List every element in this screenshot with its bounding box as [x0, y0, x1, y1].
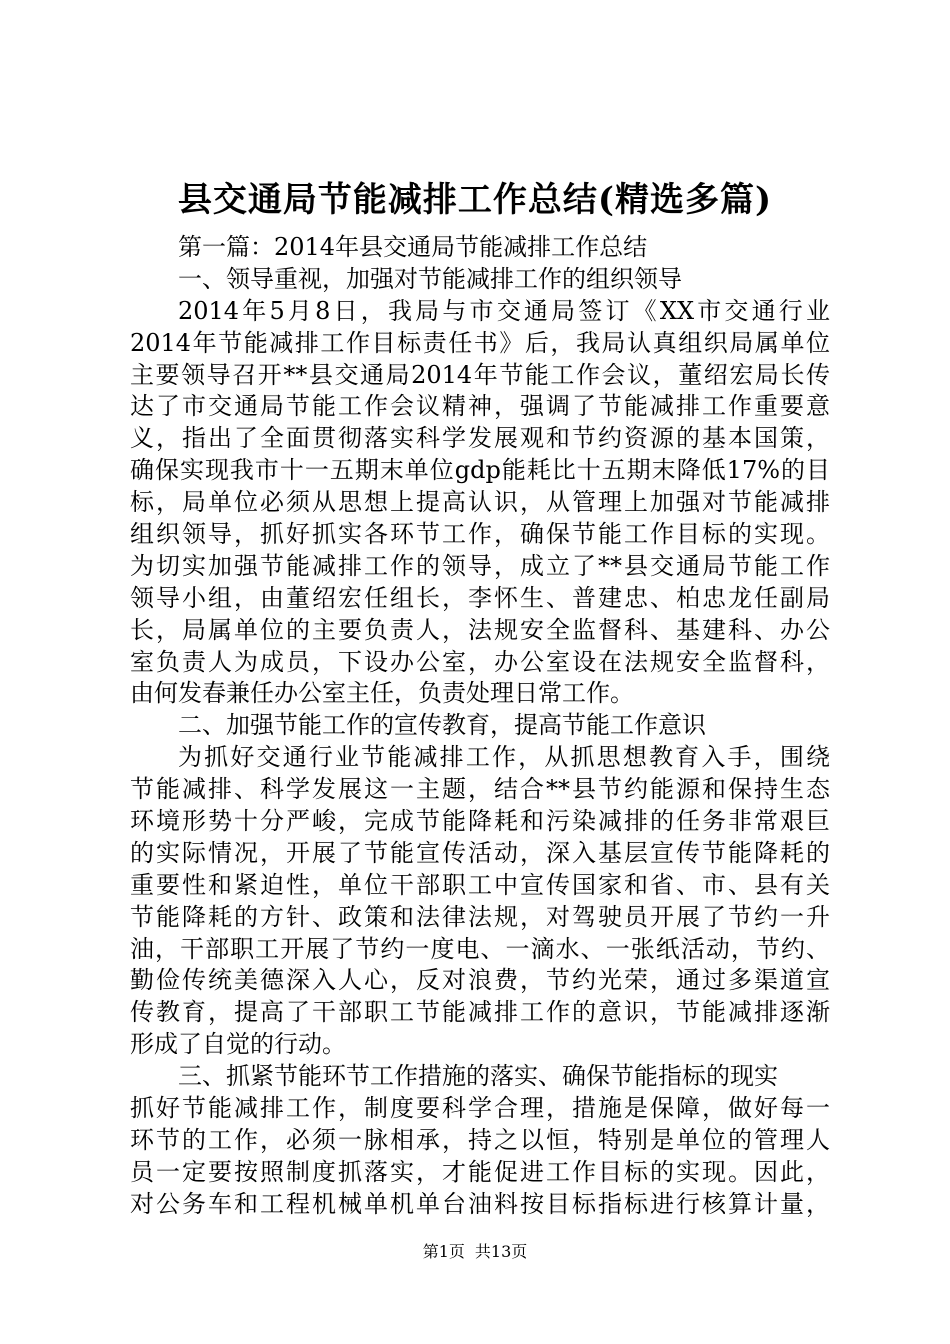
text-line: 领导小组，由董绍宏任组长，李怀生、普建忠、柏忠龙任副局	[130, 583, 830, 612]
text-line: 室负责人为成员，下设办公室，办公室设在法规安全监督科，	[130, 647, 830, 676]
text-line: 长，局属单位的主要负责人，法规安全监督科、基建科、办公	[130, 615, 830, 644]
text-line: 环节的工作，必须一脉相承，持之以恒，特别是单位的管理人	[130, 1125, 830, 1154]
page-number: 第1页	[422, 1242, 465, 1261]
text-line: 形成了自觉的行动。	[130, 1030, 346, 1059]
text-line: 员一定要按照制度抓落实，才能促进工作目标的实现。因此，	[130, 1157, 830, 1186]
text-line: 抓好节能减排工作，制度要科学合理，措施是保障，做好每一	[130, 1094, 830, 1123]
page-total: 共13页	[474, 1242, 528, 1261]
text-line: 组织领导，抓好抓实各环节工作，确保节能工作目标的实现。	[130, 520, 830, 549]
text-line: 的实际情况，开展了节能宣传活动，深入基层宣传节能降耗的	[130, 838, 830, 867]
text-line: 为切实加强节能减排工作的领导，成立了**县交通局节能工作	[130, 551, 830, 580]
text-line: 确保实现我市十一五期末单位gdp能耗比十五期末降低17%的目	[130, 456, 830, 485]
text-line: 环境形势十分严峻，完成节能降耗和污染减排的任务非常艰巨	[130, 807, 830, 836]
text-line: 2014年5月8日，我局与市交通局签订《XX市交通行业	[178, 296, 830, 325]
page-footer	[0, 1241, 950, 1263]
text-line: 节能降耗的方针、政策和法律法规，对驾驶员开展了节约一升	[130, 902, 830, 931]
text-line: 重要性和紧迫性，单位干部职工中宣传国家和省、市、县有关	[130, 870, 830, 899]
section-heading: 第一篇：2014年县交通局节能减排工作总结	[178, 233, 648, 261]
section-heading: 三、抓紧节能环节工作措施的落实、确保节能指标的现实	[178, 1062, 778, 1091]
text-line: 对公务车和工程机械单机单台油料按目标指标进行核算计量，	[130, 1189, 830, 1218]
section-heading: 二、加强节能工作的宣传教育，提高节能工作意识	[178, 711, 706, 740]
document-title: 县交通局节能减排工作总结(精选多篇)	[177, 180, 773, 220]
text-line: 义，指出了全面贯彻落实科学发展观和节约资源的基本国策，	[130, 424, 830, 453]
text-line: 由何发春兼任办公室主任，负责处理日常工作。	[130, 679, 634, 708]
text-line: 勤俭传统美德深入人心，反对浪费，节约光荣，通过多渠道宣	[130, 966, 830, 995]
text-line: 为抓好交通行业节能减排工作，从抓思想教育入手，围绕	[178, 743, 830, 772]
text-line: 节能减排、科学发展这一主题，结合**县节约能源和保持生态	[130, 775, 830, 804]
text-line: 标，局单位必须从思想上提高认识，从管理上加强对节能减排	[130, 488, 830, 517]
document-body	[130, 232, 830, 1221]
section-heading: 一、领导重视，加强对节能减排工作的组织领导	[178, 264, 682, 293]
text-line: 传教育，提高了干部职工节能减排工作的意识，节能减排逐渐	[130, 998, 830, 1027]
text-line: 主要领导召开**县交通局2014年节能工作会议，董绍宏局长传	[130, 360, 830, 389]
text-line: 油，干部职工开展了节约一度电、一滴水、一张纸活动，节约、	[130, 934, 830, 963]
text-line: 达了市交通局节能工作会议精神，强调了节能减排工作重要意	[130, 392, 830, 421]
text-line: 2014年节能减排工作目标责任书》后，我局认真组织局属单位	[130, 328, 830, 357]
